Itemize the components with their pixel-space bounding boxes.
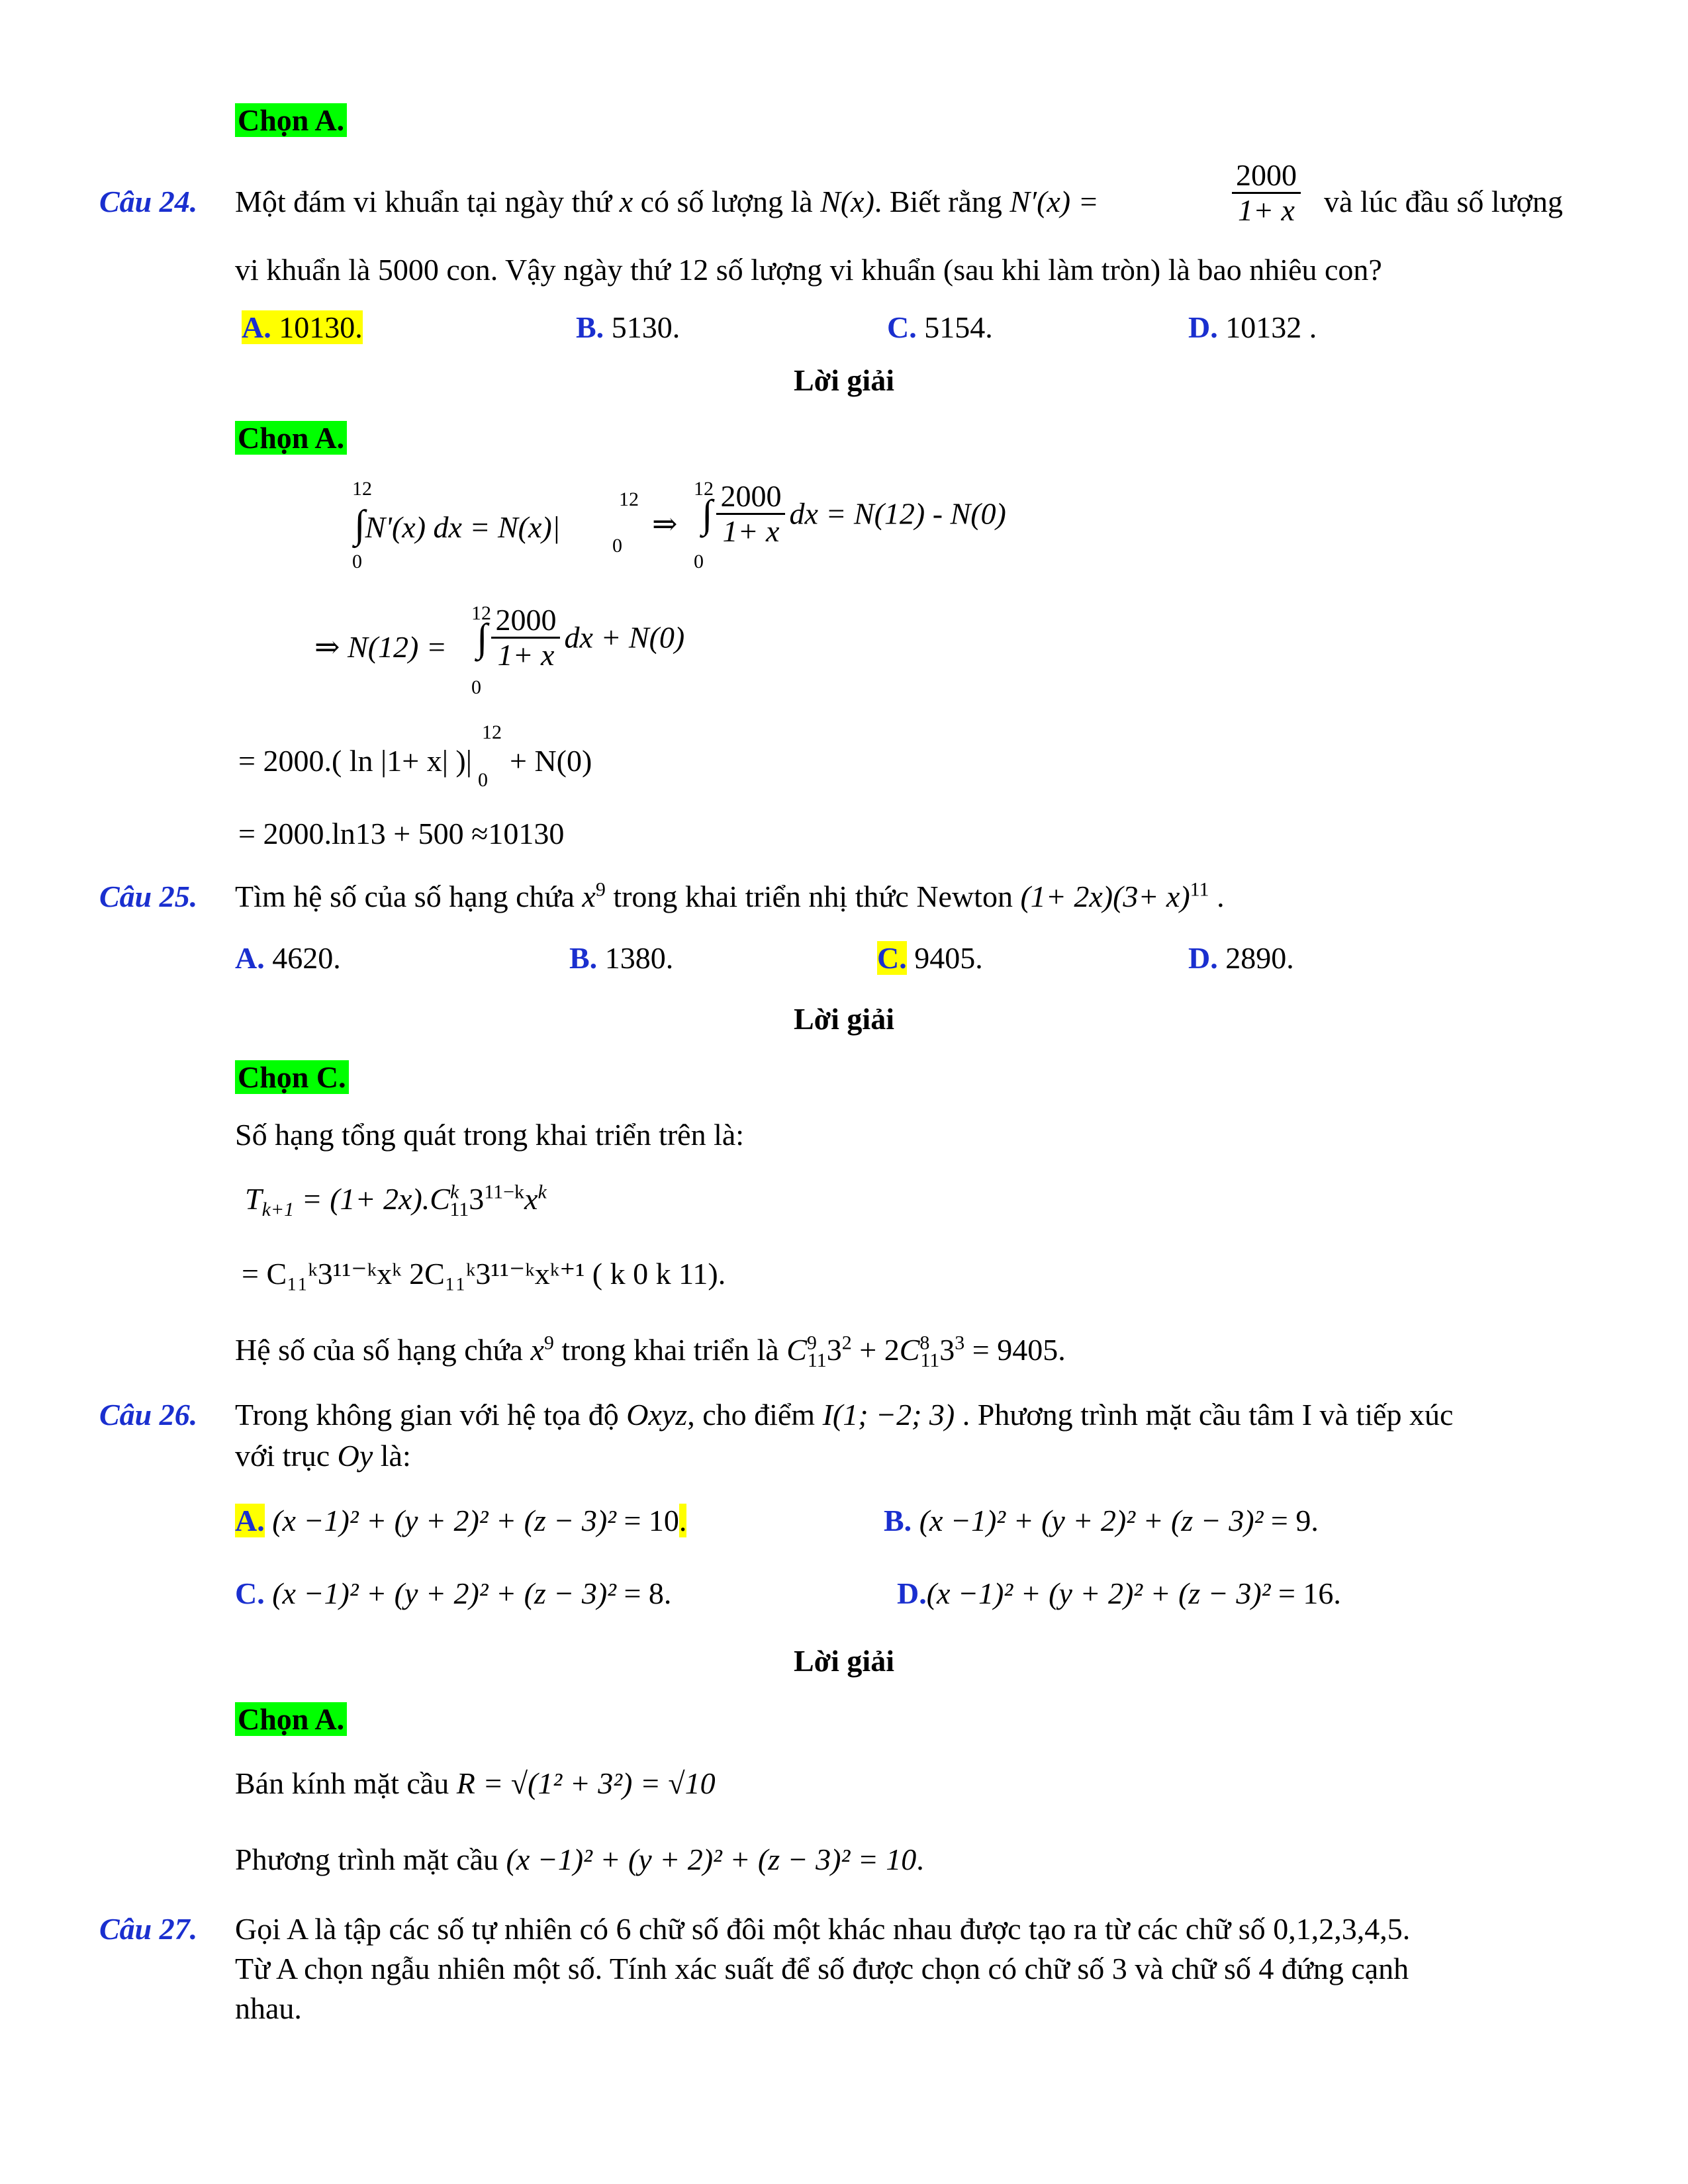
- question-26: [99, 1395, 197, 1435]
- option-a[interactable]: A. 4620.: [235, 941, 341, 975]
- option-d[interactable]: D.(x −1)² + (y + 2)² + (z − 3)² = 16.: [897, 1576, 1341, 1610]
- implies-icon: ⇒: [314, 630, 340, 664]
- question-27-line2: Từ A chọn ngẫu nhiên một số. Tính xác suất để số được chọn có chữ số 3 và chữ số 4 đứng cạnh: [235, 1952, 1409, 1985]
- answer-label: Chọn A.: [235, 1700, 347, 1739]
- option-b[interactable]: B. 1380.: [569, 941, 674, 975]
- question-24-line2: vi khuẩn là 5000 con. Vậy ngày thứ 12 số lượng vi khuẩn (sau khi làm tròn) là bao nhiêu con?: [235, 253, 1382, 287]
- integral-upper: 12: [352, 478, 372, 500]
- question-24-line1-end: và lúc đầu số lượng: [1324, 185, 1563, 218]
- eval-lower: 0: [612, 535, 622, 557]
- radius-line: Bán kính mặt cầu R = √(1² + 3²) = √10: [235, 1766, 716, 1800]
- implies-icon: ⇒: [652, 507, 678, 541]
- equation-2-right: ∫ $\frac{2000}{1+ x}$ dx + N(0): [477, 603, 685, 672]
- equation-3: = 2000.( ln |1+ x| )|: [238, 744, 472, 778]
- question-24: [99, 182, 197, 222]
- question-label: Câu 27.: [99, 1912, 198, 1946]
- solution-title: Lời giải: [794, 1644, 894, 1678]
- general-term: $T_{k+1} = (1+ 2x).C^k_{11}3^{11-k}x^k$: [245, 1181, 547, 1221]
- integral-upper-2: 12: [694, 478, 714, 500]
- question-26-line1: Trong không gian với hệ tọa độ Oxyz, cho điểm I(1; −2; 3) . Phương trình mặt cầu tâm I và tiếp xúc: [235, 1398, 1454, 1432]
- solution-title: Lời giải: [794, 1002, 894, 1036]
- option-d[interactable]: D. 10132 .: [1188, 310, 1317, 344]
- option-c[interactable]: C. (x −1)² + (y + 2)² + (z − 3)² = 8.: [235, 1576, 672, 1610]
- solution-text: Số hạng tổng quát trong khai triển trên là:: [235, 1118, 745, 1152]
- question-27: [99, 1909, 197, 1949]
- integral-upper-3: 12: [471, 602, 491, 624]
- question-24-line1: Một đám vi khuẩn tại ngày thứ x có số lượng là N(x). Biết rằng N′(x) =: [235, 185, 1099, 218]
- option-a[interactable]: A. 10130.: [242, 310, 363, 344]
- coefficient-line: Hệ số của số hạng chứa $x^9$ trong khai triển là $C^9_{11}3^2 + 2C^8_{11}3^3 = 9405$.: [235, 1332, 1066, 1372]
- option-c[interactable]: C. 9405.: [877, 941, 983, 975]
- approx-icon: ≈: [471, 817, 489, 850]
- prev-answer: Chọn A.: [235, 101, 347, 140]
- option-b[interactable]: B. (x −1)² + (y + 2)² + (z − 3)² = 9.: [884, 1504, 1319, 1537]
- question-label: Câu 25.: [99, 880, 198, 913]
- equation-1: ∫N'(x) dx = N(x)|: [354, 502, 561, 546]
- integral-icon: ∫: [354, 502, 365, 546]
- integral-lower-3: 0: [471, 676, 481, 698]
- question-25: [99, 877, 197, 917]
- integral-lower: 0: [352, 551, 362, 572]
- answer-label: Chọn C.: [235, 1058, 349, 1097]
- question-label: Câu 24.: [99, 185, 198, 218]
- question-label: Câu 26.: [99, 1398, 198, 1432]
- option-c[interactable]: C. 5154.: [887, 310, 993, 344]
- option-a[interactable]: A. (x −1)² + (y + 2)² + (z − 3)² = 10.: [235, 1504, 687, 1537]
- equation-1-right: ∫ $\frac{2000}{1+ x}$ dx = N(12) - N(0): [702, 479, 1006, 548]
- eval-upper-3: 12: [482, 721, 502, 743]
- equation-3-tail: + N(0): [510, 744, 592, 778]
- sphere-equation-line: Phương trình mặt cầu (x −1)² + (y + 2)² + (z − 3)² = 10.: [235, 1843, 924, 1876]
- option-d[interactable]: D. 2890.: [1188, 941, 1294, 975]
- solution-title: Lời giải: [794, 363, 894, 397]
- eval-upper: 12: [619, 488, 639, 510]
- answer-label: Chọn A.: [235, 418, 347, 458]
- eval-lower-3: 0: [478, 769, 488, 791]
- equation-4: = 2000.ln13 + 500 ≈10130: [238, 817, 565, 850]
- question-27-line1: Gọi A là tập các số tự nhiên có 6 chữ số đôi một khác nhau được tạo ra từ các chữ số 0,1,2,3,4,5.: [235, 1912, 1411, 1946]
- question-26-line2: với trục Oy là:: [235, 1439, 411, 1473]
- question-25-line1: Tìm hệ số của số hạng chứa $x^9$ trong khai triển nhị thức Newton $(1+ 2x)(3+ x)^{11}$ .: [235, 878, 1225, 913]
- general-term-expanded: = C₁₁ᵏ3¹¹⁻ᵏxᵏ 2C₁₁ᵏ3¹¹⁻ᵏxᵏ⁺¹ ( k 0 k 11).: [242, 1257, 726, 1291]
- option-b[interactable]: B. 5130.: [576, 310, 680, 344]
- fraction-2000: $\frac{2000}{1+ x}$: [1228, 159, 1305, 227]
- equation-2: ⇒ N(12) =: [314, 630, 447, 664]
- integral-lower-2: 0: [694, 551, 704, 572]
- question-27-line3: nhau.: [235, 1991, 302, 2025]
